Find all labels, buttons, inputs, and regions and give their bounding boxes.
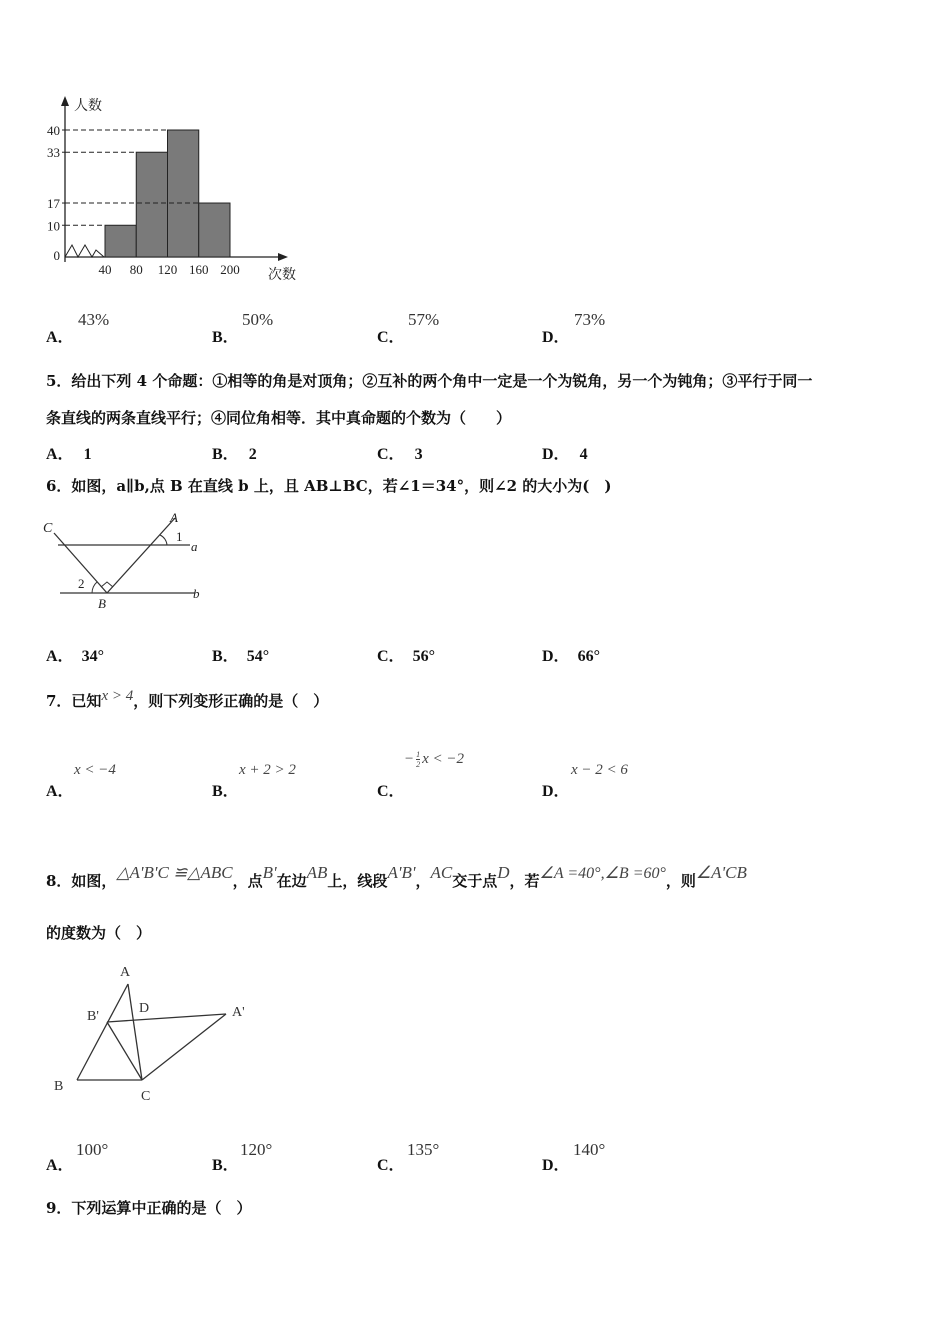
label-2: 2 <box>78 576 85 591</box>
q6-option-d-letter: D． <box>542 648 570 665</box>
q8-text-4: 上，线段 <box>327 872 388 890</box>
q4-option-d-letter[interactable]: D． <box>542 329 570 346</box>
axis-break-zigzag <box>65 245 104 257</box>
q7-option-c-fraction <box>416 750 420 769</box>
label-a: A <box>120 965 131 980</box>
angle-1-arc <box>160 535 167 545</box>
q8-text-2: ，点 <box>232 872 263 890</box>
q5-option-b[interactable] <box>212 441 257 464</box>
q8-option-d-value: 140° <box>573 1140 606 1159</box>
q7-stem-prefix: 7．已知 <box>46 692 102 710</box>
histogram-bar <box>199 203 230 257</box>
q8-stem-line1 <box>46 862 747 890</box>
q5-options <box>46 441 946 465</box>
q4-option-c-value: 57% <box>408 310 440 329</box>
q8-text-3: 在边 <box>276 872 307 890</box>
q8-math-ac: AC <box>430 863 453 882</box>
label-c: C <box>43 521 53 536</box>
segment-a-prime-c <box>142 1014 226 1080</box>
label-b: B <box>54 1079 64 1094</box>
q7-option-c-frac-num: 1 <box>416 750 421 759</box>
q6-figure <box>40 508 220 618</box>
y-axis-arrow <box>61 96 69 106</box>
q8-text-5: ， <box>415 872 431 890</box>
q8-option-a-value: 100° <box>76 1140 109 1159</box>
q7-stem-math: x > 4 <box>101 688 134 704</box>
q7-option-c-value <box>404 750 464 769</box>
q5-option-c[interactable] <box>377 441 423 464</box>
q7-option-c-suffix: x < −2 <box>422 750 465 767</box>
q6-stem: 6．如图，a∥b,点 B 在直线 b 上，且 AB⊥BC，若∠1＝34°，则∠2 的大小为( ) <box>46 477 612 495</box>
x-tick-label: 40 <box>98 262 112 277</box>
x-tick-label: 160 <box>189 262 209 277</box>
q8-math-d: D <box>497 863 510 882</box>
q8-option-d-letter[interactable]: D． <box>542 1157 570 1174</box>
q7-option-d-letter[interactable]: D． <box>542 783 570 800</box>
q8-option-b-value: 120° <box>240 1140 273 1159</box>
q8-text-8: ，则 <box>665 872 696 890</box>
label-b-line: b <box>193 586 200 601</box>
y-axis-label: 人数 <box>74 99 102 114</box>
q8-option-a-letter[interactable]: A． <box>46 1157 74 1174</box>
q7-option-a-value: x < −4 <box>74 762 116 778</box>
q8-math-a-prime-b-prime: A'B' <box>387 863 416 882</box>
x-axis-arrow <box>278 253 288 261</box>
q8-text-6: 交于点 <box>452 872 498 890</box>
q4-options <box>46 310 946 350</box>
q4-histogram <box>40 90 320 290</box>
q8-text-1: 8．如图， <box>46 872 117 890</box>
q4-option-d-value: 73% <box>574 310 606 329</box>
label-a-line: a <box>191 539 198 554</box>
x-tick-label: 80 <box>129 262 143 277</box>
q7-stem <box>46 684 329 710</box>
q5-option-b-value: 2 <box>248 446 257 463</box>
q8-text-7: ，若 <box>509 872 540 890</box>
histogram-bar <box>168 130 199 257</box>
y-tick-label: 33 <box>47 145 60 161</box>
q4-option-c-letter[interactable]: C． <box>377 329 405 346</box>
q7-option-c-prefix: − <box>404 750 415 767</box>
q9-stem: 9．下列运算中正确的是（ ） <box>46 1199 252 1217</box>
y-tick-label: 10 <box>47 218 60 234</box>
q7-options <box>46 750 946 800</box>
segment-b-prime-a-prime <box>107 1014 226 1022</box>
q6-option-b-value: 54° <box>246 648 270 665</box>
q4-option-a-value: 43% <box>78 310 110 329</box>
x-tick-label: 120 <box>157 262 178 277</box>
q8-option-b-letter[interactable]: B． <box>212 1157 239 1174</box>
q8-math-congruent: △A'B'C ≌△ABC <box>116 863 233 882</box>
q6-option-a-value: 34° <box>81 648 104 665</box>
q6-option-a[interactable] <box>46 643 104 666</box>
histogram-bar <box>136 152 167 257</box>
label-c: C <box>141 1089 151 1104</box>
label-b-point: B <box>98 596 106 611</box>
label-d: D <box>139 1001 150 1016</box>
q4-option-b-value: 50% <box>242 310 274 329</box>
label-b-prime: B' <box>87 1009 99 1024</box>
q7-option-c-letter[interactable]: C． <box>377 783 405 800</box>
q5-option-a-letter: A． <box>46 446 74 463</box>
q8-figure <box>45 960 265 1110</box>
q6-option-c-letter: C． <box>377 648 405 665</box>
angle-2-arc <box>92 582 97 593</box>
q6-option-a-letter: A． <box>46 648 74 665</box>
q5-option-b-letter: B． <box>212 446 239 463</box>
q8-math-angle-a-prime-cb: ∠A'CB <box>695 863 747 882</box>
q8-option-c-letter[interactable]: C． <box>377 1157 405 1174</box>
q6-option-d[interactable] <box>542 643 600 666</box>
q5-option-c-letter: C． <box>377 446 405 463</box>
y-tick-label: 40 <box>47 123 60 138</box>
label-a-prime: A' <box>232 1005 245 1020</box>
q6-option-c[interactable] <box>377 643 435 666</box>
q5-option-d[interactable] <box>542 441 588 464</box>
q7-option-b-letter[interactable]: B． <box>212 783 239 800</box>
segment-ac <box>128 984 142 1080</box>
segment-ba <box>107 518 175 593</box>
q5-option-d-letter: D． <box>542 446 570 463</box>
q8-option-c-value: 135° <box>407 1140 440 1159</box>
histogram-bar <box>105 225 136 257</box>
y-tick-label: 17 <box>47 196 60 212</box>
label-1: 1 <box>176 529 183 544</box>
q7-stem-suffix: ，则下列变形正确的是（ ） <box>133 692 329 710</box>
q5-option-d-value: 4 <box>579 446 588 463</box>
q5-stem-line1: 5．给出下列 4 个命题：①相等的角是对顶角；②互补的两个角中一定是一个为锐角，另一个为钝角；③平行于同一 <box>46 372 813 390</box>
q7-option-b-value: x + 2 > 2 <box>239 762 296 778</box>
segment-ab <box>77 984 128 1080</box>
q6-option-b[interactable] <box>212 643 269 666</box>
q7-option-a-letter[interactable]: A． <box>46 783 74 800</box>
q8-stem-line2: 的度数为（ ） <box>46 924 152 942</box>
x-axis-label: 次数 <box>268 268 296 283</box>
q6-option-b-letter: B． <box>212 648 239 665</box>
q8-math-ab: AB <box>306 863 328 882</box>
q8-options <box>46 1140 946 1180</box>
x-tick-label: 200 <box>220 262 240 277</box>
q5-option-a-value: 1 <box>83 446 92 463</box>
q5-option-c-value: 3 <box>414 446 423 463</box>
label-a-point: A <box>170 510 178 525</box>
segment-b-prime-c <box>107 1022 142 1080</box>
q6-option-c-value: 56° <box>412 648 435 665</box>
q5-stem-line2: 条直线的两条直线平行；④同位角相等．其中真命题的个数为（ ） <box>46 409 512 427</box>
q8-math-angles: ∠A =40°,∠B =60° <box>539 865 666 882</box>
q7-option-d-value: x − 2 < 6 <box>571 762 628 778</box>
q5-option-a[interactable] <box>46 441 92 464</box>
right-angle-mark <box>101 582 113 587</box>
y-tick-label: 0 <box>53 248 60 263</box>
q4-option-b-letter[interactable]: B． <box>212 329 239 346</box>
q4-option-a-letter[interactable]: A． <box>46 329 74 346</box>
q7-option-c-frac-den: 2 <box>416 760 421 769</box>
q6-options <box>46 643 946 667</box>
q6-option-d-value: 66° <box>577 648 600 665</box>
q8-math-b-prime: B' <box>262 863 277 882</box>
